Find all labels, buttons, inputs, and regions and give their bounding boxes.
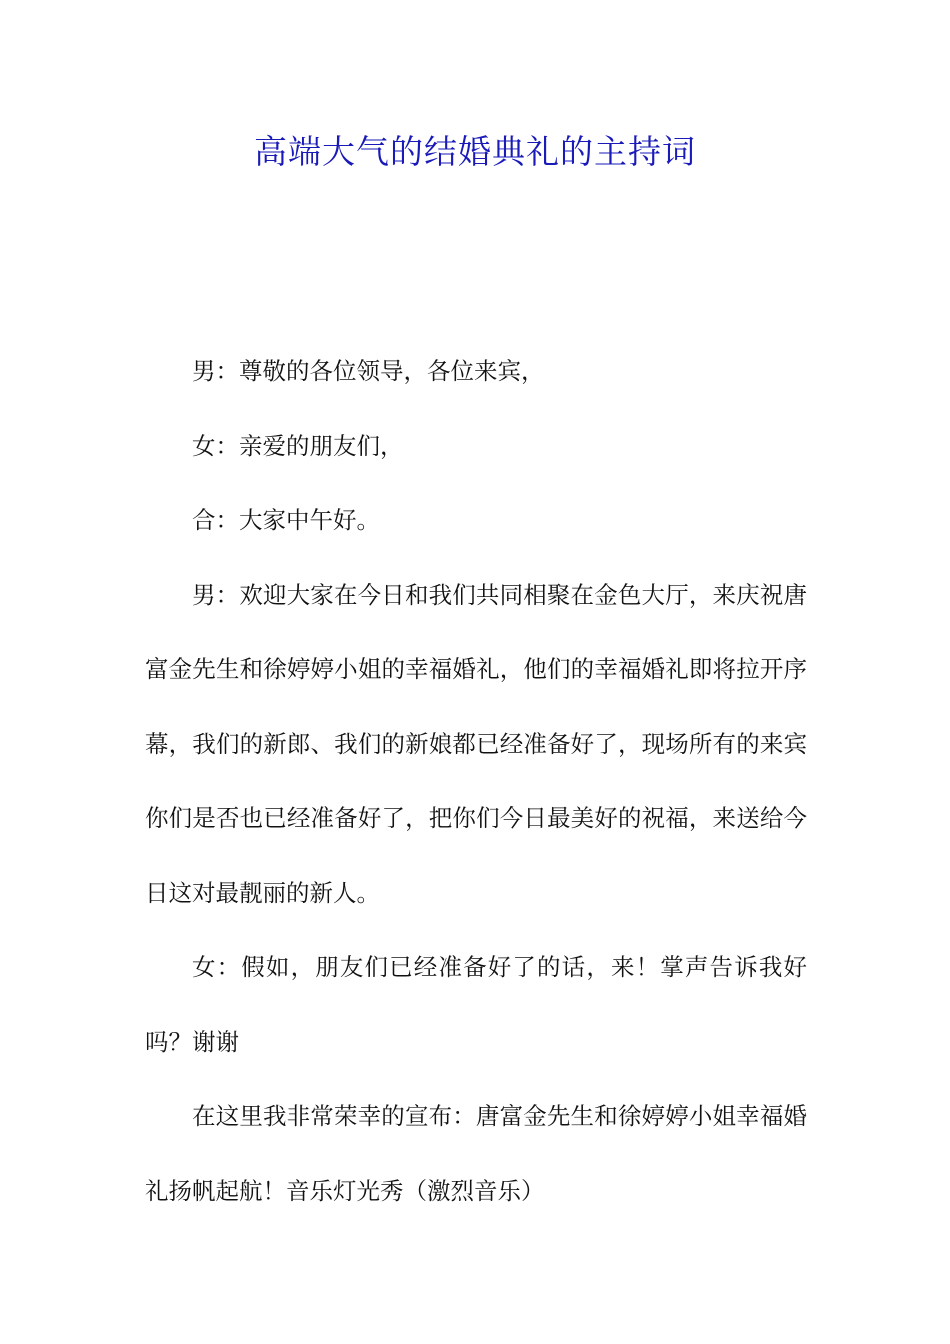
paragraph-6: 在这里我非常荣幸的宣布：唐富金先生和徐婷婷小姐幸福婚礼扬帆起航！音乐灯光秀（激烈音乐） — [145, 1102, 807, 1205]
paragraph-4: 男：欢迎大家在今日和我们共同相聚在金色大厅，来庆祝唐富金先生和徐婷婷小姐的幸福婚礼，他们的幸福婚礼即将拉开序幕，我们的新郎、我们的新娘都已经准备好了，现场所有的来宾你们是否也已经准备好了，把你们今日最美好的祝福，来送给今日这对最靓丽的新人。 — [145, 580, 807, 907]
paragraph-1: 男：尊敬的各位领导，各位来宾， — [192, 357, 545, 385]
paragraph-2: 女：亲爱的朋友们， — [192, 431, 404, 460]
paragraph-5: 女：假如，朋友们已经准备好了的话，来！掌声告诉我好吗？谢谢 — [145, 953, 807, 1056]
document-title: 高端大气的结婚典礼的主持词 — [254, 132, 696, 171]
document-body — [145, 334, 807, 1228]
paragraph-3: 合：大家中午好。 — [192, 506, 380, 534]
